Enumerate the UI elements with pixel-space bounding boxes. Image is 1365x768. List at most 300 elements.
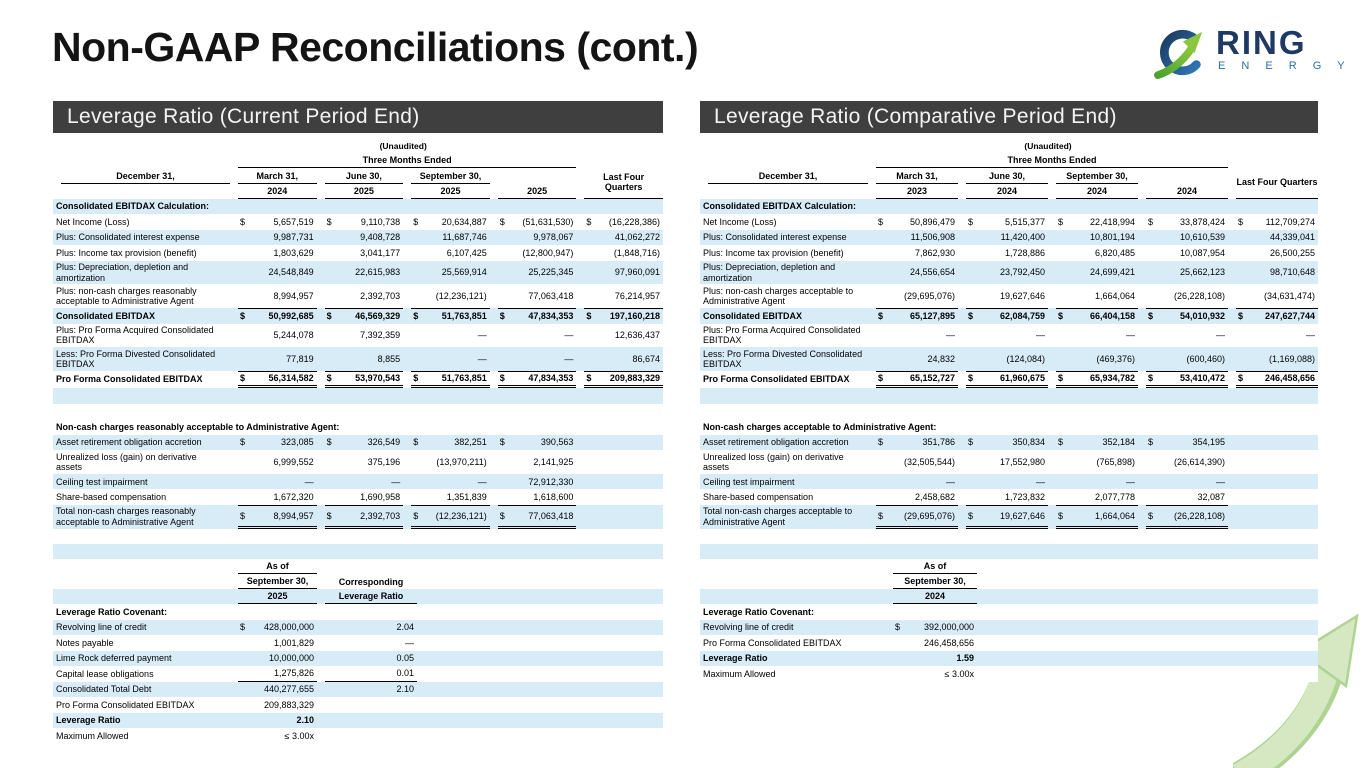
dollar-sign: $ bbox=[499, 216, 505, 227]
value-cell bbox=[1056, 489, 1138, 505]
dollar-sign: $ bbox=[968, 311, 974, 322]
value-cell bbox=[876, 214, 958, 230]
cell-value: 1,664,064 bbox=[1094, 510, 1135, 521]
cell-value: 2.10 bbox=[396, 684, 414, 695]
cell-value: 5,244,078 bbox=[273, 330, 314, 341]
spacer bbox=[700, 184, 868, 199]
cell-value: 33,878,424 bbox=[1179, 216, 1225, 227]
cell-value: 77,063,418 bbox=[528, 510, 574, 521]
table-row bbox=[53, 604, 663, 620]
dollar-sign: $ bbox=[1058, 373, 1064, 384]
spacer bbox=[53, 184, 230, 199]
value-cell bbox=[966, 435, 1048, 451]
value-cell bbox=[238, 489, 317, 505]
value-cell bbox=[411, 230, 490, 246]
value-cell bbox=[876, 245, 958, 261]
value-cell bbox=[411, 261, 490, 285]
value-cell bbox=[325, 489, 404, 505]
value-cell bbox=[1236, 324, 1318, 348]
row-label: Non-cash charges reasonably acceptable to Administrative Agent: bbox=[56, 421, 340, 432]
cell-value: 72,912,330 bbox=[528, 476, 574, 487]
current-period-column bbox=[53, 101, 663, 744]
cell-value: 50,992,685 bbox=[268, 311, 314, 322]
logo-energy-text: E N E R G Y bbox=[1218, 60, 1352, 73]
row-label: Unrealized loss (gain) on derivative assets bbox=[56, 451, 197, 473]
table-row bbox=[53, 404, 663, 420]
cell-value: 86,674 bbox=[632, 353, 660, 364]
cell-value: (124,084) bbox=[1006, 353, 1045, 364]
year-header: 2025 bbox=[411, 184, 490, 199]
cell-value: — bbox=[1216, 330, 1225, 341]
cell-value: 1,728,886 bbox=[1004, 247, 1045, 258]
table-row bbox=[53, 713, 663, 729]
cell-value: — bbox=[564, 330, 574, 341]
value-cell bbox=[1146, 308, 1228, 324]
cell-value: 25,662,123 bbox=[1179, 267, 1225, 278]
last-four-quarters-header: Last Four Quarters bbox=[584, 169, 663, 199]
row-label: Pro Forma Consolidated EBITDAX bbox=[56, 374, 203, 385]
table-header-row bbox=[53, 589, 663, 604]
cell-value: 352,184 bbox=[1102, 437, 1135, 448]
value-cell bbox=[411, 474, 490, 490]
row-label: Pro Forma Consolidated EBITDAX bbox=[703, 374, 850, 385]
value-cell bbox=[1146, 230, 1228, 246]
table-row bbox=[700, 214, 1318, 230]
table-row bbox=[53, 489, 663, 505]
table-row bbox=[700, 635, 1318, 651]
cell-value: (12,236,121) bbox=[435, 291, 487, 302]
date-header: December 31, bbox=[708, 169, 868, 184]
table-row bbox=[53, 435, 663, 451]
unaudited-label: (Unaudited) bbox=[379, 140, 427, 151]
value-cell bbox=[1056, 245, 1138, 261]
cell-value: 24,699,421 bbox=[1089, 267, 1135, 278]
value-cell bbox=[325, 284, 404, 308]
value-cell bbox=[238, 324, 317, 348]
value-cell bbox=[238, 230, 317, 246]
cell-value: 440,277,655 bbox=[263, 684, 314, 695]
value-cell bbox=[238, 620, 317, 636]
cell-value: 247,627,744 bbox=[1264, 311, 1315, 322]
dollar-sign: $ bbox=[240, 437, 246, 448]
table-row bbox=[53, 371, 663, 388]
cell-value: 23,792,450 bbox=[999, 267, 1045, 278]
cell-value: (600,460) bbox=[1186, 353, 1225, 364]
cell-value: ≤ 3.00x bbox=[944, 668, 974, 679]
dollar-sign: $ bbox=[968, 373, 974, 384]
spacer bbox=[53, 580, 230, 583]
value-cell bbox=[1236, 435, 1318, 451]
cell-value: 6,820,485 bbox=[1094, 247, 1135, 258]
cell-value: 22,615,983 bbox=[355, 267, 401, 278]
value-cell bbox=[238, 371, 317, 388]
value-cell bbox=[1146, 284, 1228, 308]
cell-value: — bbox=[477, 476, 487, 487]
covenant-table-current bbox=[53, 544, 663, 744]
cell-value: 76,214,957 bbox=[614, 291, 660, 302]
value-cell bbox=[966, 245, 1048, 261]
value-cell bbox=[325, 245, 404, 261]
row-label: Maximum Allowed bbox=[56, 730, 129, 741]
value-cell bbox=[1056, 474, 1138, 490]
value-cell bbox=[411, 450, 490, 474]
section-header-comparative: Leverage Ratio (Comparative Period End) bbox=[700, 101, 1318, 133]
cell-value: 7,862,930 bbox=[914, 247, 955, 258]
table-row bbox=[700, 230, 1318, 246]
cell-value: 1.59 bbox=[956, 653, 974, 664]
value-cell bbox=[411, 347, 490, 371]
cell-value: (16,228,386) bbox=[608, 216, 660, 227]
cell-value: 22,418,994 bbox=[1089, 216, 1135, 227]
dollar-sign: $ bbox=[1148, 311, 1154, 322]
value-cell bbox=[966, 230, 1048, 246]
cell-value: 209,883,329 bbox=[263, 699, 314, 710]
cell-value: 66,404,158 bbox=[1089, 311, 1135, 322]
table-row bbox=[53, 324, 663, 348]
row-label: Plus: Depreciation, depletion and amortization bbox=[703, 262, 836, 283]
dollar-sign: $ bbox=[326, 373, 332, 384]
value-cell bbox=[584, 435, 663, 451]
value-cell bbox=[1236, 284, 1318, 308]
table-row bbox=[700, 245, 1318, 261]
value-cell bbox=[325, 435, 404, 451]
value-cell bbox=[1146, 474, 1228, 490]
cell-value: 19,627,646 bbox=[999, 510, 1045, 521]
cell-value: 354,195 bbox=[1192, 437, 1225, 448]
dollar-sign: $ bbox=[586, 311, 592, 322]
value-cell bbox=[1236, 308, 1318, 324]
cell-value: (29,695,076) bbox=[903, 510, 955, 521]
table-header-row bbox=[53, 559, 663, 574]
dollar-sign: $ bbox=[586, 216, 592, 227]
cell-value: 19,627,646 bbox=[999, 291, 1045, 302]
cell-value: (26,614,390) bbox=[1173, 456, 1225, 467]
value-cell bbox=[238, 505, 317, 529]
row-label: Non-cash charges acceptable to Administrative Agent: bbox=[703, 421, 937, 432]
value-cell bbox=[1236, 261, 1318, 285]
value-cell bbox=[584, 214, 663, 230]
cell-value: 1,803,629 bbox=[273, 247, 314, 258]
table-header-row bbox=[53, 574, 663, 589]
cell-value: 1,618,600 bbox=[533, 492, 574, 503]
date-header: March 31, bbox=[238, 169, 317, 184]
value-cell bbox=[238, 245, 317, 261]
cell-value: — bbox=[1036, 476, 1045, 487]
value-cell bbox=[238, 651, 317, 667]
value-cell bbox=[1056, 435, 1138, 451]
cell-value: — bbox=[946, 330, 955, 341]
table-row bbox=[53, 261, 663, 285]
row-label: Consolidated EBITDAX Calculation: bbox=[703, 201, 857, 212]
row-label: Plus: non-cash charges reasonably acceptable to Administrative Agent bbox=[56, 285, 197, 307]
value-cell bbox=[498, 230, 577, 246]
cell-value: 1,672,320 bbox=[273, 492, 314, 503]
unaudited-label: (Unaudited) bbox=[1024, 140, 1072, 151]
row-label: Leverage Ratio Covenant: bbox=[56, 606, 168, 617]
row-label: Ceiling test impairment bbox=[703, 476, 795, 487]
value-cell bbox=[325, 666, 417, 682]
spacer bbox=[700, 565, 885, 568]
comparative-period-column bbox=[700, 101, 1318, 744]
row-label: Less: Pro Forma Divested Consolidated EBITDAX bbox=[56, 348, 216, 370]
row-label: Revolving line of credit bbox=[703, 622, 794, 633]
value-cell bbox=[584, 284, 663, 308]
cell-value: 65,152,727 bbox=[909, 373, 955, 384]
value-cell bbox=[876, 435, 958, 451]
value-cell bbox=[1056, 450, 1138, 474]
table-row bbox=[700, 347, 1318, 371]
value-cell bbox=[238, 474, 317, 490]
cell-value: 6,999,552 bbox=[273, 456, 314, 467]
value-cell bbox=[411, 308, 490, 324]
spacer bbox=[700, 595, 885, 598]
cell-value: 53,970,543 bbox=[355, 373, 401, 384]
value-cell bbox=[876, 284, 958, 308]
cell-value: 351,786 bbox=[922, 437, 955, 448]
cell-value: (1,848,716) bbox=[613, 247, 660, 258]
cell-value: — bbox=[391, 476, 401, 487]
value-cell bbox=[498, 489, 577, 505]
dollar-sign: $ bbox=[968, 510, 974, 521]
value-cell bbox=[238, 666, 317, 682]
table-row bbox=[53, 214, 663, 230]
value-cell bbox=[1056, 230, 1138, 246]
value-cell bbox=[325, 347, 404, 371]
cell-value: 20,634,887 bbox=[441, 216, 487, 227]
value-cell bbox=[1146, 450, 1228, 474]
value-cell bbox=[325, 505, 404, 529]
cell-value: 10,000,000 bbox=[268, 653, 314, 664]
spacer bbox=[1138, 169, 1228, 184]
value-cell bbox=[584, 308, 663, 324]
row-label: Plus: non-cash charges acceptable to Administrative Agent bbox=[703, 285, 854, 307]
cell-value: 24,548,849 bbox=[268, 267, 314, 278]
leverage-table-comparative bbox=[700, 139, 1318, 529]
cell-value: 9,978,067 bbox=[533, 232, 574, 243]
dollar-sign: $ bbox=[413, 216, 419, 227]
table-header-row bbox=[700, 139, 1318, 154]
value-cell bbox=[325, 230, 404, 246]
value-cell bbox=[876, 261, 958, 285]
year-header: 2024 bbox=[1146, 184, 1228, 199]
row-label: Consolidated EBITDAX bbox=[56, 310, 156, 321]
page-title: Non-GAAP Reconciliations (cont.) bbox=[52, 24, 699, 70]
cell-value: 24,832 bbox=[927, 353, 955, 364]
value-cell bbox=[498, 324, 577, 348]
covenant-header: September 30, bbox=[893, 574, 977, 589]
spacer bbox=[490, 169, 577, 184]
value-cell bbox=[238, 728, 317, 744]
cell-value: 1,275,826 bbox=[273, 668, 314, 679]
table-row bbox=[53, 308, 663, 324]
year-header: 2025 bbox=[498, 184, 577, 199]
last-four-quarters-header: Last Four Quarters bbox=[1236, 169, 1318, 199]
cell-value: 1,690,958 bbox=[360, 492, 401, 503]
cell-value: 17,552,980 bbox=[999, 456, 1045, 467]
value-cell bbox=[238, 682, 317, 698]
table-row bbox=[53, 682, 663, 698]
cell-value: 5,657,519 bbox=[273, 216, 314, 227]
table-row bbox=[53, 728, 663, 744]
value-cell bbox=[876, 450, 958, 474]
cell-value: — bbox=[946, 476, 955, 487]
dollar-sign: $ bbox=[499, 437, 505, 448]
value-cell bbox=[876, 474, 958, 490]
cell-value: 10,087,954 bbox=[1179, 247, 1225, 258]
date-header: June 30, bbox=[325, 169, 404, 184]
table-row bbox=[53, 245, 663, 261]
cell-value: 7,392,359 bbox=[360, 330, 401, 341]
value-cell bbox=[325, 474, 404, 490]
dollar-sign: $ bbox=[878, 373, 884, 384]
covenant-header: Corresponding bbox=[338, 576, 404, 587]
value-cell bbox=[498, 505, 577, 529]
value-cell bbox=[238, 713, 317, 729]
dollar-sign: $ bbox=[1058, 437, 1064, 448]
cell-value: 53,410,472 bbox=[1179, 373, 1225, 384]
cell-value: 51,763,851 bbox=[441, 373, 487, 384]
cell-value: (12,800,947) bbox=[522, 247, 574, 258]
value-cell bbox=[1056, 284, 1138, 308]
cell-value: — bbox=[1126, 476, 1135, 487]
cell-value: 3,041,177 bbox=[360, 247, 401, 258]
value-cell bbox=[1146, 347, 1228, 371]
cell-value: 197,160,218 bbox=[609, 311, 660, 322]
value-cell bbox=[584, 324, 663, 348]
value-cell bbox=[1056, 308, 1138, 324]
covenant-header: As of bbox=[238, 559, 317, 574]
leverage-table-current bbox=[53, 139, 663, 529]
cell-value: 350,834 bbox=[1012, 437, 1045, 448]
value-cell bbox=[966, 450, 1048, 474]
cell-value: (32,505,544) bbox=[903, 456, 955, 467]
table-header-row bbox=[700, 559, 1318, 574]
dollar-sign: $ bbox=[326, 437, 332, 448]
value-cell bbox=[238, 261, 317, 285]
value-cell bbox=[238, 435, 317, 451]
cell-value: 2,458,682 bbox=[914, 492, 955, 503]
cell-value: 47,834,353 bbox=[528, 373, 574, 384]
value-cell bbox=[1236, 474, 1318, 490]
table-row bbox=[700, 284, 1318, 308]
value-cell bbox=[325, 651, 417, 667]
value-cell bbox=[1056, 371, 1138, 388]
cell-value: 1,723,832 bbox=[1004, 492, 1045, 503]
value-cell bbox=[325, 261, 404, 285]
dollar-sign: $ bbox=[878, 437, 884, 448]
cell-value: 2.10 bbox=[296, 715, 314, 726]
table-header-row bbox=[53, 139, 663, 154]
value-cell bbox=[876, 347, 958, 371]
row-label: Net Income (Loss) bbox=[703, 216, 777, 227]
table-header-dates bbox=[53, 169, 663, 199]
dollar-sign: $ bbox=[878, 216, 884, 227]
row-label: Leverage Ratio Covenant: bbox=[703, 606, 815, 617]
cell-value: 54,010,932 bbox=[1179, 311, 1225, 322]
cell-value: 326,549 bbox=[367, 437, 401, 448]
cell-value: 51,763,851 bbox=[441, 311, 487, 322]
table-columns bbox=[53, 101, 1318, 744]
value-cell bbox=[411, 214, 490, 230]
cell-value: 246,458,656 bbox=[1264, 373, 1315, 384]
row-label: Maximum Allowed bbox=[703, 668, 776, 679]
value-cell bbox=[966, 324, 1048, 348]
row-label: Asset retirement obligation accretion bbox=[56, 437, 202, 448]
value-cell bbox=[325, 450, 404, 474]
cell-value: 62,084,759 bbox=[999, 311, 1045, 322]
section-header-current: Leverage Ratio (Current Period End) bbox=[53, 101, 663, 133]
period-label: Three Months Ended bbox=[238, 155, 576, 167]
value-cell bbox=[584, 450, 663, 474]
cell-value: 382,251 bbox=[454, 437, 487, 448]
dollar-sign: $ bbox=[1148, 216, 1154, 227]
dollar-sign: $ bbox=[1148, 437, 1154, 448]
cell-value: 0.05 bbox=[396, 653, 414, 664]
dollar-sign: $ bbox=[968, 216, 974, 227]
table-header-row bbox=[700, 589, 1318, 604]
value-cell bbox=[325, 324, 404, 348]
logo-swoosh-icon bbox=[1152, 27, 1210, 79]
dollar-sign: $ bbox=[413, 373, 419, 384]
value-cell bbox=[1146, 261, 1228, 285]
cell-value: 209,883,329 bbox=[609, 373, 660, 384]
dollar-sign: $ bbox=[326, 510, 332, 521]
table-row bbox=[700, 308, 1318, 324]
cell-value: 1,664,064 bbox=[1094, 291, 1135, 302]
date-header: September 30, bbox=[411, 169, 490, 184]
cell-value: 65,934,782 bbox=[1089, 373, 1135, 384]
dollar-sign: $ bbox=[968, 437, 974, 448]
dollar-sign: $ bbox=[1148, 373, 1154, 384]
cell-value: 11,506,908 bbox=[910, 232, 955, 243]
cell-value: 8,994,957 bbox=[273, 291, 314, 302]
cell-value: 8,994,957 bbox=[273, 510, 314, 521]
dollar-sign: $ bbox=[413, 311, 419, 322]
table-row bbox=[53, 544, 663, 560]
value-cell bbox=[498, 371, 577, 388]
value-cell bbox=[1146, 214, 1228, 230]
cell-value: (26,228,108) bbox=[1173, 291, 1225, 302]
cell-value: 1,351,839 bbox=[446, 492, 487, 503]
dollar-sign: $ bbox=[1058, 216, 1064, 227]
cell-value: 112,709,274 bbox=[1265, 216, 1315, 227]
value-cell bbox=[411, 435, 490, 451]
table-row bbox=[700, 544, 1318, 560]
value-cell bbox=[498, 214, 577, 230]
cell-value: 6,107,425 bbox=[446, 247, 487, 258]
cell-value: 11,687,746 bbox=[442, 232, 487, 243]
cell-value: 2,392,703 bbox=[360, 291, 401, 302]
dollar-sign: $ bbox=[326, 311, 332, 322]
cell-value: 65,127,895 bbox=[909, 311, 955, 322]
row-label: Consolidated EBITDAX bbox=[703, 310, 803, 321]
value-cell bbox=[876, 324, 958, 348]
dollar-sign: $ bbox=[240, 373, 246, 384]
cell-value: — bbox=[477, 330, 487, 341]
value-cell bbox=[498, 450, 577, 474]
value-cell bbox=[325, 635, 417, 651]
dollar-sign: $ bbox=[586, 373, 592, 384]
dollar-sign: $ bbox=[499, 373, 505, 384]
value-cell bbox=[238, 284, 317, 308]
value-cell bbox=[238, 214, 317, 230]
spacer bbox=[53, 565, 230, 568]
table-row bbox=[700, 324, 1318, 348]
table-row bbox=[700, 371, 1318, 388]
value-cell bbox=[893, 620, 977, 636]
value-cell bbox=[411, 324, 490, 348]
value-cell bbox=[966, 214, 1048, 230]
